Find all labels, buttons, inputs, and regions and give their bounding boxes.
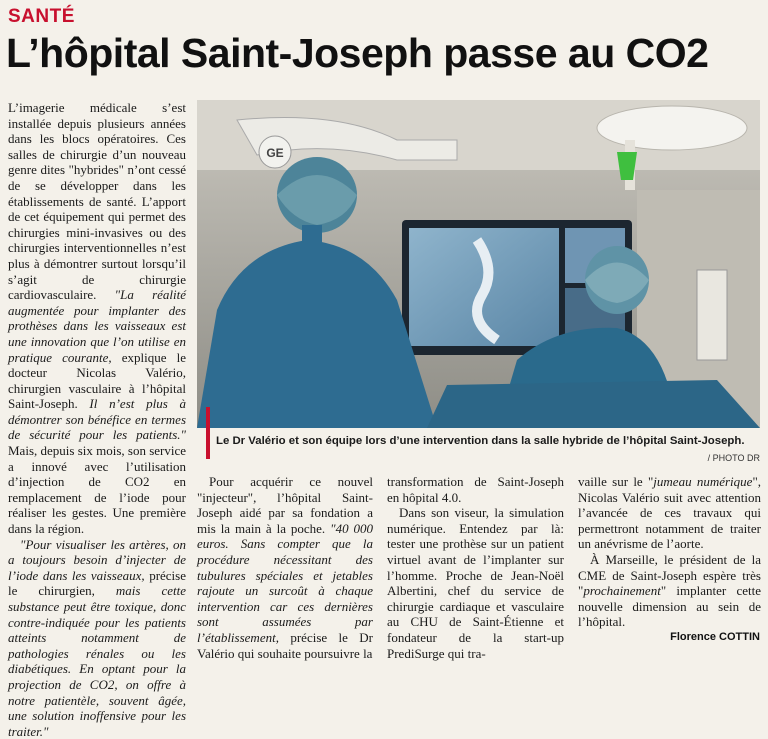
article-column-4 bbox=[578, 474, 761, 630]
text-run: L’imagerie médicale s’est installée depuis plusieurs années dans les blocs opératoires. Ces salles de chirurgie d’un nouveau genre dites "hybrides" n’ont cessé de se développer dans les établissements de santé. L’apport de cet équipement qui permet des chirurgies mini-invasives ou des chirurgies interventionnelles n’est plus à démontrer surtout lorsqu’il s’agit de chirurgie cardiovasculaire. bbox=[8, 100, 186, 303]
article-column-2 bbox=[197, 474, 373, 661]
photo-credit: / PHOTO DR bbox=[707, 453, 760, 463]
article-column-3 bbox=[387, 474, 564, 661]
section-rubric: SANTÉ bbox=[8, 6, 75, 27]
paragraph-quote bbox=[8, 537, 186, 739]
paragraph bbox=[197, 474, 373, 661]
text-run: Mais, depuis six mois, son service a innové avec l’utilisation d’injection de CO2 en remplacement de l’iode pour réaliser les gestes. Une première dans la région. bbox=[8, 443, 187, 537]
text-run: précise le Dr Valério qui souhaite poursuivre la bbox=[197, 629, 373, 661]
text-run: ", Nicolas Valério suit avec attention l’avancée de ces travaux qui permettront notamment de traiter un anévrisme de l’aorte. bbox=[578, 474, 762, 552]
paragraph-intro bbox=[8, 100, 186, 537]
text-run: explique le docteur Nicolas Valério, chirurgien vasculaire à l’hôpital Saint-Joseph. bbox=[8, 349, 186, 412]
photo-caption: Le Dr Valério et son équipe lors d’une intervention dans la salle hybride de l’hôpital Saint-Joseph. bbox=[216, 435, 745, 447]
quote-run: Il n’est plus à démontrer son bénéfice en termes de sécurité pour les patients." bbox=[8, 396, 186, 443]
paragraph: Dans son viseur, la simulation numérique. Entendez par là: tester une prothèse sur un patient virtuel avant de l’implanter sur l’homme. Proche de Jean-Noël Albertini, chef du service de chirurgie cardiaque et vasculaire au CHU de Saint-Étienne et fondateur de la start-up PrediSurge qui tra- bbox=[387, 505, 564, 661]
text-run: Pour acquérir ce nouvel "injecteur", l’hôpital Saint-Joseph aidé par sa fondation a mis la main à la poche. bbox=[197, 474, 373, 536]
quote-run: mais cette substance peut être toxique, donc contre-indiquée pour les patients atteints notamment de pathologies rénales ou les diabétiques. En optant pour la projection de CO2, on offre à notre patientèle, souvent âgée, une solution inoffensive pour les traiter." bbox=[8, 583, 186, 739]
paragraph: transformation de Saint-Joseph en hôpital 4.0. bbox=[387, 474, 564, 505]
caption-accent-bar bbox=[206, 407, 210, 459]
quote-run: "Pour visualiser les artères, on a toujours besoin d’injecter de l’iode dans les vaisseaux, bbox=[8, 536, 186, 583]
paragraph bbox=[578, 552, 761, 630]
quote-run: "40 000 euros. Sans compter que la procédure nécessitant des tubulures spéciales et jetables rajoute un surcoût à chaque intervention car ces dernières sont assumées par l’établissement, bbox=[197, 520, 373, 645]
text-run: vaille sur le " bbox=[578, 474, 654, 489]
text-run: " implanter cette nouvelle dimension au sein de l’hôpital. bbox=[578, 583, 761, 630]
operating-room-illustration bbox=[197, 100, 760, 428]
quote-run: "La réalité augmentée pour implanter des prothèses dans les vaisseaux est une innovation que l’on utilise en pratique courante, bbox=[8, 287, 186, 365]
article-column-1 bbox=[8, 100, 186, 739]
quote-run: prochainement bbox=[583, 583, 661, 599]
paragraph bbox=[578, 474, 761, 552]
author-signature: Florence COTTIN bbox=[670, 631, 760, 643]
text-run: À Marseille, le président de la CME de Saint-Joseph espère très " bbox=[578, 551, 761, 599]
text-run: précise le chirurgien, bbox=[8, 567, 186, 599]
article-headline: L’hôpital Saint-Joseph passe au CO2 bbox=[6, 30, 709, 76]
quote-run: jumeau numérique bbox=[653, 474, 753, 489]
equipment-logo: GE bbox=[266, 146, 284, 160]
article-photo bbox=[197, 100, 760, 428]
